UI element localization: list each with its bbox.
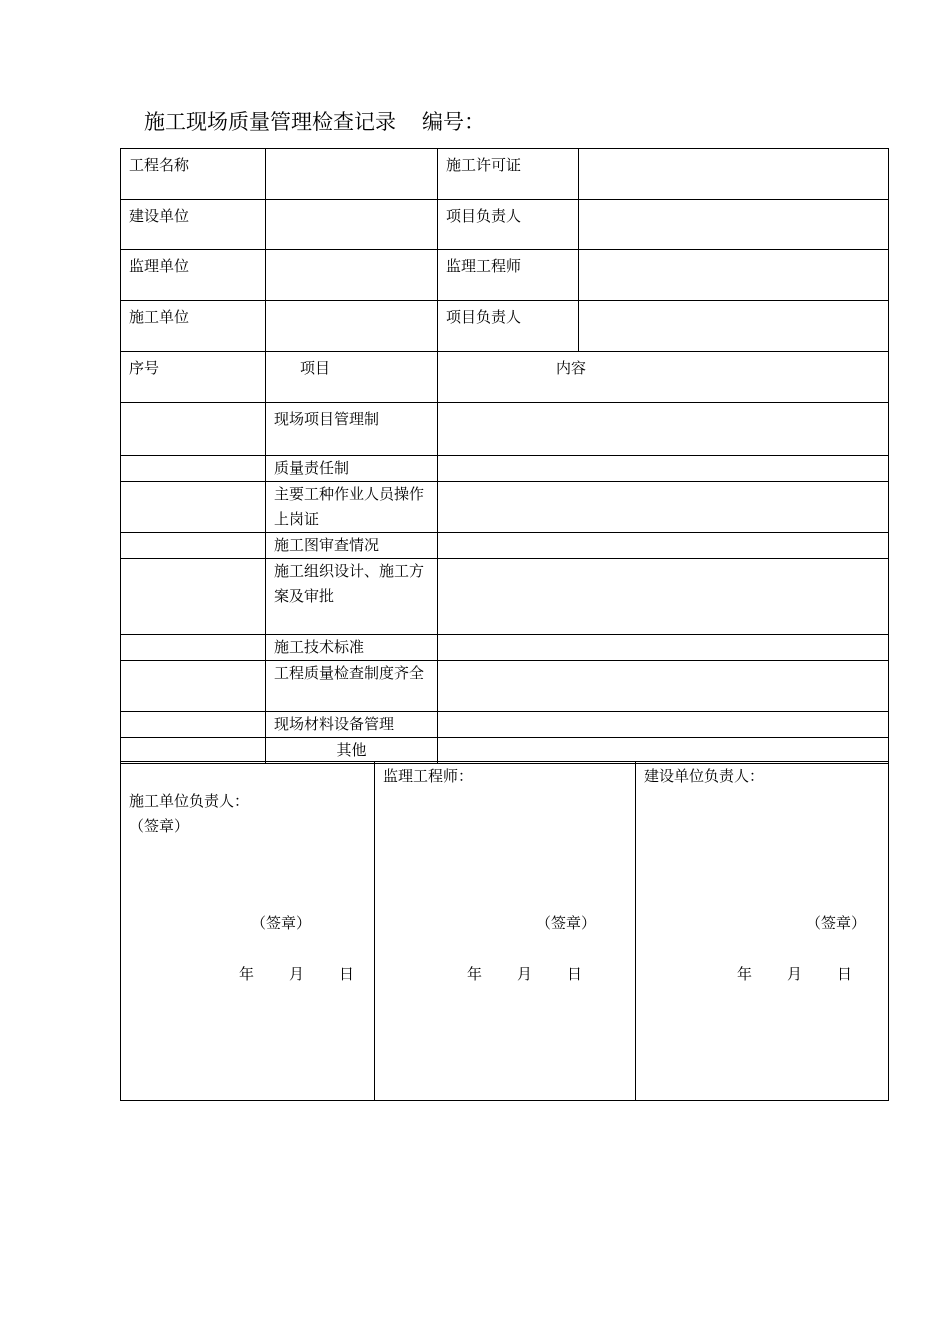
table-row bbox=[121, 533, 889, 559]
number-label: 编号： bbox=[422, 110, 485, 134]
info-label: 施工单位 bbox=[121, 301, 266, 352]
table-row bbox=[121, 712, 889, 738]
item-label: 工程质量检查制度齐全 bbox=[266, 661, 438, 712]
header-content: 内容 bbox=[438, 352, 889, 403]
info-value-field[interactable] bbox=[579, 250, 889, 301]
seq-cell[interactable] bbox=[121, 456, 266, 482]
year-label: 年 bbox=[737, 965, 753, 983]
seq-cell[interactable] bbox=[121, 559, 266, 635]
signature-table bbox=[120, 761, 889, 1101]
owner-signature-block[interactable] bbox=[636, 762, 889, 1101]
content-cell[interactable] bbox=[438, 559, 889, 635]
content-cell[interactable] bbox=[438, 456, 889, 482]
supervisor-date bbox=[467, 962, 617, 987]
item-label: 质量责任制 bbox=[266, 456, 438, 482]
supervisor-stamp: （签章） bbox=[536, 914, 597, 932]
content-cell[interactable] bbox=[438, 482, 889, 533]
quality-check-table bbox=[120, 148, 889, 764]
item-label: 现场项目管理制 bbox=[266, 403, 438, 456]
header-seq: 序号 bbox=[121, 352, 266, 403]
info-label: 建设单位 bbox=[121, 200, 266, 250]
form-title: 施工现场质量管理检查记录 bbox=[144, 110, 396, 134]
year-label: 年 bbox=[239, 965, 255, 983]
item-label: 施工图审查情况 bbox=[266, 533, 438, 559]
construction-head-label: 施工单位负责人： bbox=[129, 792, 250, 810]
info-label: 工程名称 bbox=[121, 149, 266, 200]
construction-stamp: （签章） bbox=[251, 914, 312, 932]
info-label: 监理单位 bbox=[121, 250, 266, 301]
seq-cell[interactable] bbox=[121, 712, 266, 738]
info-value-field[interactable] bbox=[266, 250, 438, 301]
day-label: 日 bbox=[567, 965, 583, 983]
month-label: 月 bbox=[787, 965, 803, 983]
item-label: 主要工种作业人员操作上岗证 bbox=[266, 482, 438, 533]
info-value-field[interactable] bbox=[579, 301, 889, 352]
info-label: 施工许可证 bbox=[438, 149, 579, 200]
month-label: 月 bbox=[517, 965, 533, 983]
owner-signature-title: 建设单位负责人： bbox=[644, 767, 765, 785]
info-row bbox=[121, 149, 889, 200]
day-label: 日 bbox=[837, 965, 853, 983]
construction-signature-block[interactable] bbox=[121, 762, 375, 1101]
table-row bbox=[121, 456, 889, 482]
table-row bbox=[121, 403, 889, 456]
table-row bbox=[121, 661, 889, 712]
table-header-row bbox=[121, 352, 889, 403]
info-row bbox=[121, 250, 889, 301]
content-cell[interactable] bbox=[438, 712, 889, 738]
owner-stamp: （签章） bbox=[806, 914, 867, 932]
table-row bbox=[121, 738, 889, 764]
day-label: 日 bbox=[339, 965, 355, 983]
seq-cell[interactable] bbox=[121, 661, 266, 712]
content-cell[interactable] bbox=[438, 635, 889, 661]
table-row bbox=[121, 559, 889, 635]
header-item: 项目 bbox=[266, 352, 438, 403]
info-value-field[interactable] bbox=[266, 149, 438, 200]
supervisor-signature-block[interactable] bbox=[375, 762, 636, 1101]
seq-cell[interactable] bbox=[121, 482, 266, 533]
page-title bbox=[144, 106, 485, 136]
info-label: 监理工程师 bbox=[438, 250, 579, 301]
info-value-field[interactable] bbox=[579, 200, 889, 250]
seq-cell[interactable] bbox=[121, 403, 266, 456]
seq-cell[interactable] bbox=[121, 738, 266, 764]
info-value-field[interactable] bbox=[266, 200, 438, 250]
info-value-field[interactable] bbox=[266, 301, 438, 352]
seq-cell[interactable] bbox=[121, 533, 266, 559]
month-label: 月 bbox=[289, 965, 305, 983]
info-value-field[interactable] bbox=[579, 149, 889, 200]
info-label: 项目负责人 bbox=[438, 301, 579, 352]
info-row bbox=[121, 301, 889, 352]
year-label: 年 bbox=[467, 965, 483, 983]
construction-note: （签章） bbox=[129, 817, 190, 835]
content-cell[interactable] bbox=[438, 403, 889, 456]
construction-date bbox=[239, 962, 389, 987]
item-label: 施工组织设计、施工方案及审批 bbox=[266, 559, 438, 635]
supervisor-signature-title: 监理工程师： bbox=[383, 767, 474, 785]
owner-date bbox=[737, 962, 887, 987]
item-label: 现场材料设备管理 bbox=[266, 712, 438, 738]
info-row bbox=[121, 200, 889, 250]
construction-signature-title bbox=[129, 789, 249, 839]
item-label: 其他 bbox=[266, 738, 438, 764]
content-cell[interactable] bbox=[438, 533, 889, 559]
item-label: 施工技术标准 bbox=[266, 635, 438, 661]
content-cell[interactable] bbox=[438, 661, 889, 712]
table-row bbox=[121, 635, 889, 661]
seq-cell[interactable] bbox=[121, 635, 266, 661]
table-row bbox=[121, 482, 889, 533]
info-label: 项目负责人 bbox=[438, 200, 579, 250]
content-cell[interactable] bbox=[438, 738, 889, 764]
